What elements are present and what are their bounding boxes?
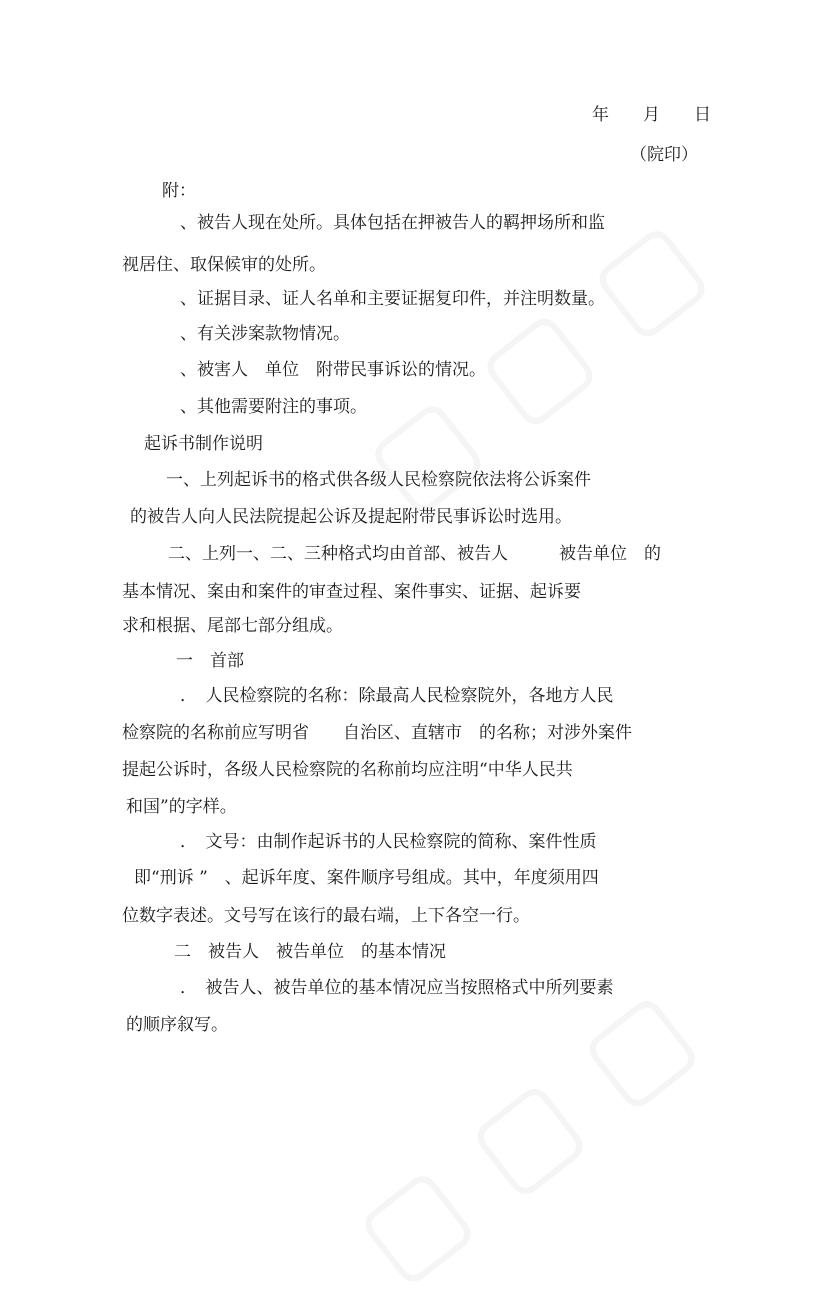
paragraph-line: 二、上列一、二、三种格式均由首部、被告人 被告单位 的 (168, 544, 661, 564)
section-heading: 一 首部 (176, 651, 244, 671)
paragraph-line: 的被告人向人民法院提起公诉及提起附带民事诉讼时选用。 (130, 507, 572, 527)
explanation-title: 起诉书制作说明 (144, 434, 263, 454)
section-heading: 二 被告人 被告单位 的基本情况 (174, 942, 446, 962)
appendix-item: 、有关涉案款物情况。 (180, 324, 350, 344)
watermark (332, 964, 717, 1304)
appendix-heading: 附： (162, 181, 196, 201)
paragraph-line: 提起公诉时，各级人民检察院的名称前均应注明“中华人民共 (122, 760, 573, 780)
paragraph-line: ． 人民检察院的名称：除最高人民检察院外，各地方人民 (180, 686, 614, 706)
date-line: 年 月 日 (592, 105, 711, 125)
appendix-item: 、被害人 单位 附带民事诉讼的情况。 (180, 360, 486, 380)
paragraph-line: 和国”的字样。 (126, 797, 237, 817)
appendix-item: 、证据目录、证人名单和主要证据复印件，并注明数量。 (180, 289, 605, 309)
paragraph-line: ． 文号：由制作起诉书的人民检察院的简称、案件性质 (180, 832, 597, 852)
appendix-item: 、被告人现在处所。具体包括在押被告人的羁押场所和监 (180, 213, 605, 233)
paragraph-line: 求和根据、尾部七部分组成。 (122, 616, 343, 636)
paragraph-line: 检察院的名称前应写明省 自治区、直辖市 的名称；对涉外案件 (122, 723, 632, 743)
appendix-item: 、其他需要附注的事项。 (180, 397, 367, 417)
seal-line: （院印） (630, 145, 698, 165)
paragraph-line: 即“刑诉 ” 、起诉年度、案件顺序号组成。其中，年度须用四 (134, 868, 599, 888)
paragraph-line: 位数字表述。文号写在该行的最右端，上下各空一行。 (122, 906, 530, 926)
paragraph-line: 的顺序叙写。 (126, 1015, 228, 1035)
appendix-item: 视居住、取保候审的处所。 (122, 255, 326, 275)
paragraph-line: 基本情况、案由和案件的审查过程、案件事实、证据、起诉要 (122, 582, 581, 602)
paragraph-line: 一、上列起诉书的格式供各级人民检察院依法将公诉案件 (166, 470, 591, 490)
paragraph-line: ． 被告人、被告单位的基本情况应当按照格式中所列要素 (180, 978, 614, 998)
